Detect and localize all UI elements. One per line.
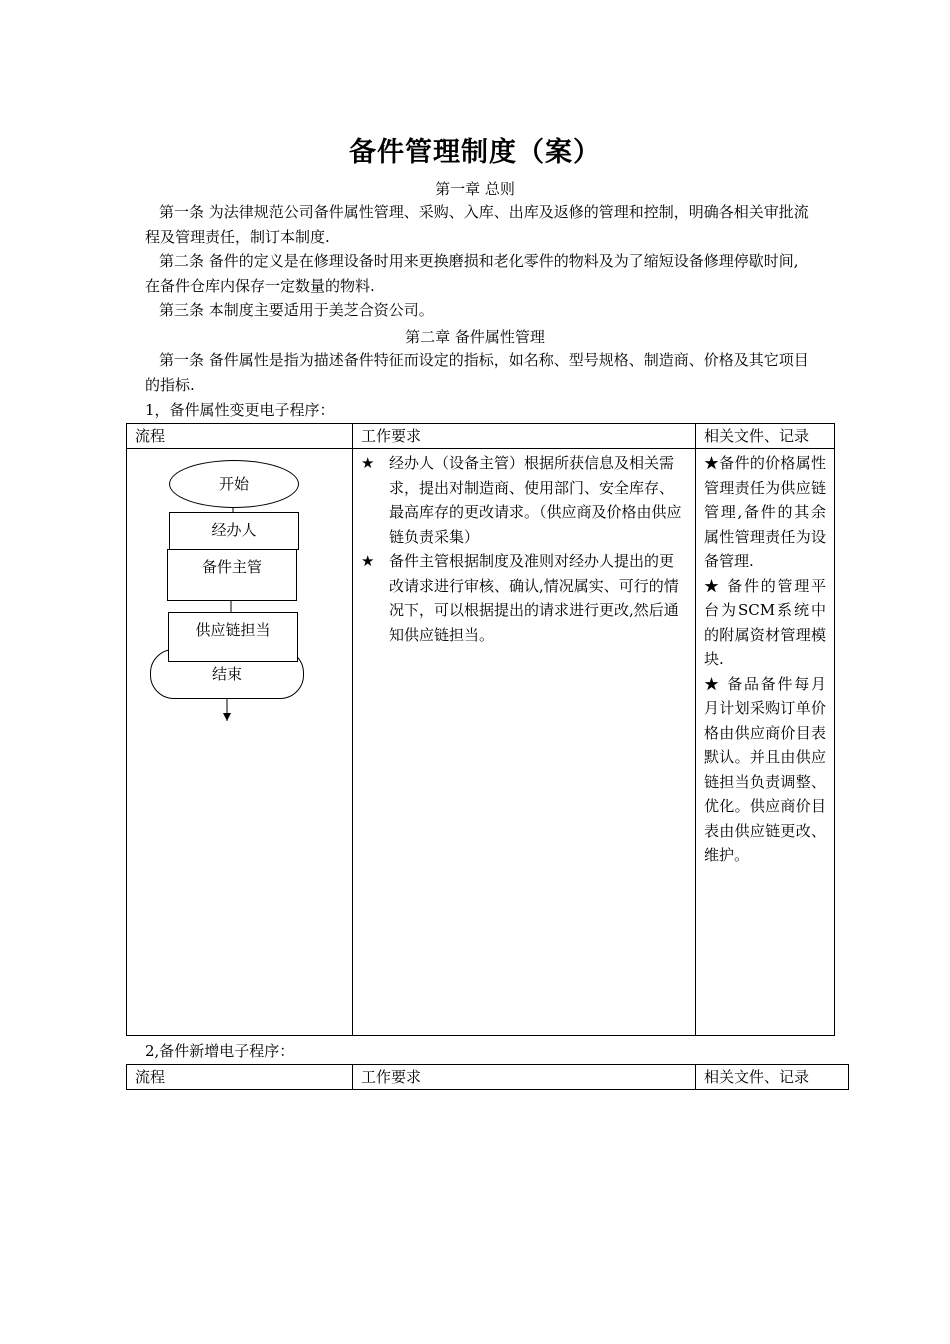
chapter2-article-1: 第一条 备件属性是指为描述备件特征而设定的指标，如名称、型号规格、制造商、价格及其它项目的指标. — [145, 351, 809, 394]
chapter1-article-3: 第三条 本制度主要适用于美芝合资公司。 — [159, 301, 434, 319]
flow-end-node: 结束 — [150, 649, 304, 699]
section2-table — [126, 1064, 849, 1090]
header-flow: 流程 — [127, 1065, 353, 1090]
table-header-row — [127, 424, 835, 449]
requirement-item: ★ 经办人（设备主管）根据所获信息及相关需求，提出对制造商、使用部门、安全库存、最高库存的更改请求。（供应商及价格由供应链负责采集） — [361, 451, 687, 549]
requirements-cell — [353, 449, 696, 1036]
flow-step-handler: 经办人 — [169, 512, 299, 550]
document-note-3: ★ 备品备件每月月计划采购订单价格由供应商价目表默认。并且由供应链担当负责调整、优化。供应商价目表由供应链更改、维护。 — [704, 674, 826, 864]
chapter1-heading: 第一章 总则 — [435, 180, 515, 198]
section2-title: 2,备件新增电子程序： — [145, 1042, 295, 1060]
header-requirements: 工作要求 — [353, 424, 696, 449]
table-body-row — [127, 449, 835, 1036]
documents-cell — [696, 449, 835, 1036]
header-requirements: 工作要求 — [353, 1065, 696, 1090]
header-documents: 相关文件、记录 — [696, 1065, 849, 1090]
flow-step-supervisor: 备件主管 — [167, 549, 297, 601]
flowchart — [127, 449, 352, 1029]
document-note-1: ★备件的价格属性管理责任为供应链管理,备件的其余属性管理责任为设备管理. — [704, 454, 826, 570]
document-note-2: ★ 备件的管理平台为SCM系统中的附属资材管理模块. — [704, 576, 826, 668]
documents-list — [704, 451, 826, 868]
requirement-item: ★ 备件主管根据制度及准则对经办人提出的更改请求进行审核、确认,情况属实、可行的情况下，可以根据提出的请求进行更改,然后通知供应链担当。 — [361, 549, 687, 647]
header-flow: 流程 — [127, 424, 353, 449]
flow-cell — [127, 449, 353, 1036]
arrowhead-2 — [223, 713, 231, 721]
section1-title: 1，备件属性变更电子程序： — [145, 401, 335, 419]
flow-step-supply-chain: 供应链担当 — [168, 612, 298, 662]
header-documents: 相关文件、记录 — [696, 424, 835, 449]
requirements-list — [361, 451, 687, 647]
chapter2-heading: 第二章 备件属性管理 — [405, 328, 545, 346]
chapter1-article-2: 第二条 备件的定义是在修理设备时用来更换磨损和老化零件的物料及为了缩短设备修理停歇时间,在备件仓库内保存一定数量的物料. — [145, 252, 799, 295]
table-header-row — [127, 1065, 849, 1090]
document-title: 备件管理制度（案） — [349, 137, 601, 168]
star-icon: ★ — [361, 454, 375, 472]
chapter1-article-1: 第一条 为法律规范公司备件属性管理、采购、入库、出库及返修的管理和控制，明确各相关审批流程及管理责任，制订本制度. — [145, 203, 809, 246]
flow-start-node: 开始 — [169, 460, 299, 508]
star-icon: ★ — [361, 552, 375, 570]
section1-table — [126, 423, 835, 1036]
